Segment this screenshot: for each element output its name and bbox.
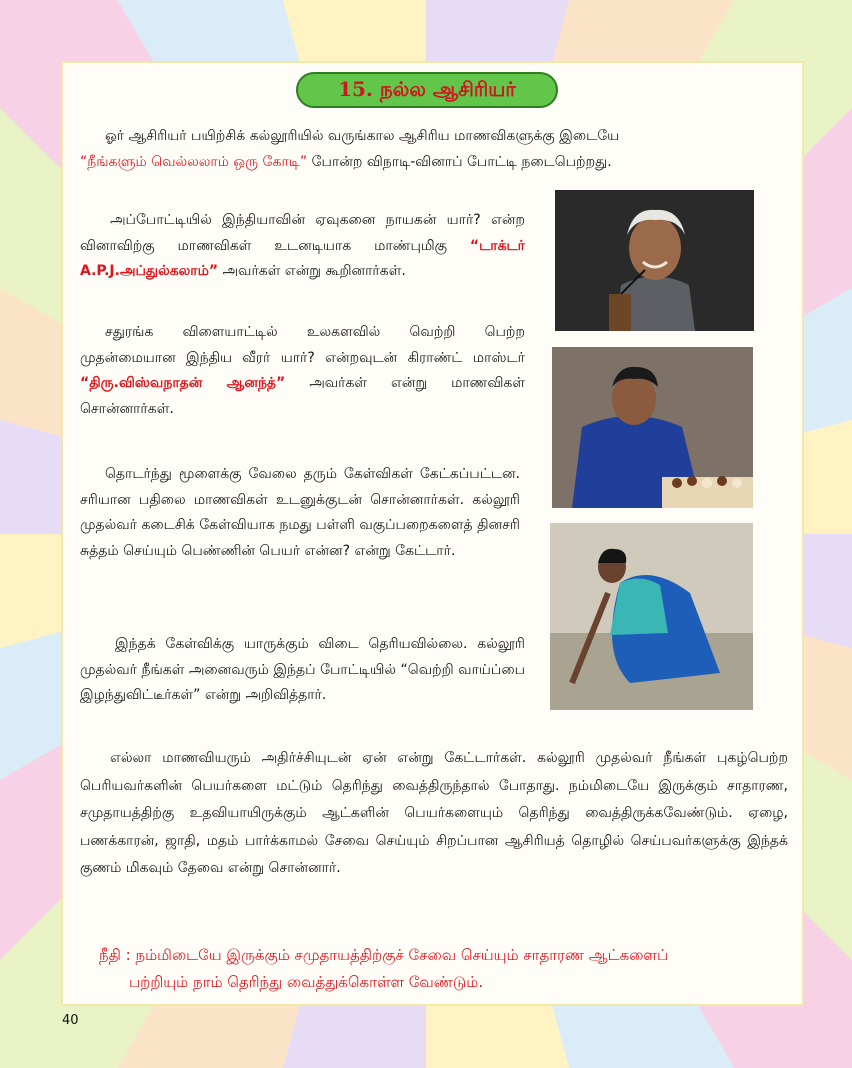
- moral-block: [99, 942, 789, 996]
- anand-name: “திரு.விஸ்வநாதன் ஆனந்த்”: [80, 375, 286, 391]
- anand-text-a: சதுரங்க விளையாட்டில் உலகளவில் வெற்றி பெற்ற முதன்மையான இந்திய வீரர் யார்? என்றவுடன் கிராண்ட் மாஸ்டர்: [80, 324, 525, 366]
- show-name-quote: “நீங்களும் வெல்லலாம் ஒரு கோடி”: [80, 153, 308, 170]
- intro-paragraph: [80, 124, 790, 175]
- anand-paragraph: [80, 320, 525, 422]
- kalam-text-b: அவர்கள் என்று கூறினார்கள்.: [218, 263, 406, 279]
- intro-line-1: ஓர் ஆசிரியர் பயிற்சிக் கல்லூரியில் வருங்கால ஆசிரிய மாணவிகளுக்கு இடையே: [105, 128, 620, 144]
- anand-text-b: அவர்கள் என்று மாணவிகள் சொன்னார்கள்.: [80, 375, 526, 417]
- moral-line-2: பற்றியும் நாம் தெரிந்து வைத்துக்கொள்ள வேண்டும்.: [129, 973, 484, 991]
- cleaner-photo: [550, 523, 753, 710]
- lesson-title-badge: [296, 72, 558, 108]
- kalam-text-a: அப்போட்டியில் இந்தியாவின் ஏவுகனை நாயகன் யார்? என்ற வினாவிற்கு மாணவிகள் உடனடியாக மாண்புமிகு: [80, 212, 525, 254]
- page-number: 40: [62, 1013, 79, 1028]
- intro-line-2: [80, 150, 790, 176]
- anand-illustration: [552, 347, 753, 508]
- lesson-title: 15. நல்ல ஆசிரியர்: [338, 76, 516, 101]
- question-paragraph: தொடர்ந்து மூளைக்கு வேலை தரும் கேள்விகள் கேட்கப்பட்டன. சரியான பதிலை மாணவிகள் உடனுக்குடன் சொன்னார்கள். கல்லூரி முதல்வர் கடைசிக் கேள்வியாக நமது பள்ளி வகுப்பறைகளைத் தினசரி சுத்தம் செய்யும் பெண்ணின் பெயர் என்ன? என்று கேட்டார்.: [80, 466, 520, 559]
- kalam-photo: [555, 190, 754, 331]
- kalam-illustration: [555, 190, 754, 331]
- kalam-name: “டாக்டர் A.P.J.அப்துல்கலாம்”: [80, 237, 525, 279]
- kalam-paragraph: [80, 208, 525, 285]
- conclusion-paragraph: எல்லா மாணவியரும் அதிர்ச்சியுடன் ஏன் என்று கேட்டார்கள். கல்லூரி முதல்வர் நீங்கள் புகழ்பெற்ற பெரியவர்களின் பெயர்களை மட்டும் தெரிந்து வைத்திருந்தால் போதாது. நம்மிடையே இருக்கும் சாதாரண, சமுதாயத்திற்கு உதவியாயிருக்கும் ஆட்களின் பெயர்களையும் தெரிந்து வைத்திருக்கவேண்டும். ஏழை, பணக்காரன், ஜாதி, மதம் பார்க்காமல் சேவை செய்யும் சிறப்பான ஆசிரியத் தொழில் செய்பவர்களுக்கு இந்தக் குணம் மிகவும் தேவை என்று சொன்னார்.: [80, 750, 788, 876]
- intro-line-2-rest: போன்ற விநாடி-வினாப் போட்டி நடைபெற்றது.: [307, 153, 612, 170]
- moral-line-1: நீதி : நம்மிடையே இருக்கும் சமுதாயத்திற்குச் சேவை செய்யும் சாதாரண ஆட்களைப்: [99, 946, 669, 964]
- anand-photo: [552, 347, 753, 508]
- announcement-paragraph: இந்தக் கேள்விக்கு யாருக்கும் விடை தெரியவில்லை. கல்லூரி முதல்வர் நீங்கள் அனைவரும் இந்தப் போட்டியில் “வெற்றி வாய்ப்பை இழந்துவிட்டீர்கள்” என்று அறிவித்தார்.: [80, 636, 525, 703]
- cleaner-illustration: [550, 523, 753, 710]
